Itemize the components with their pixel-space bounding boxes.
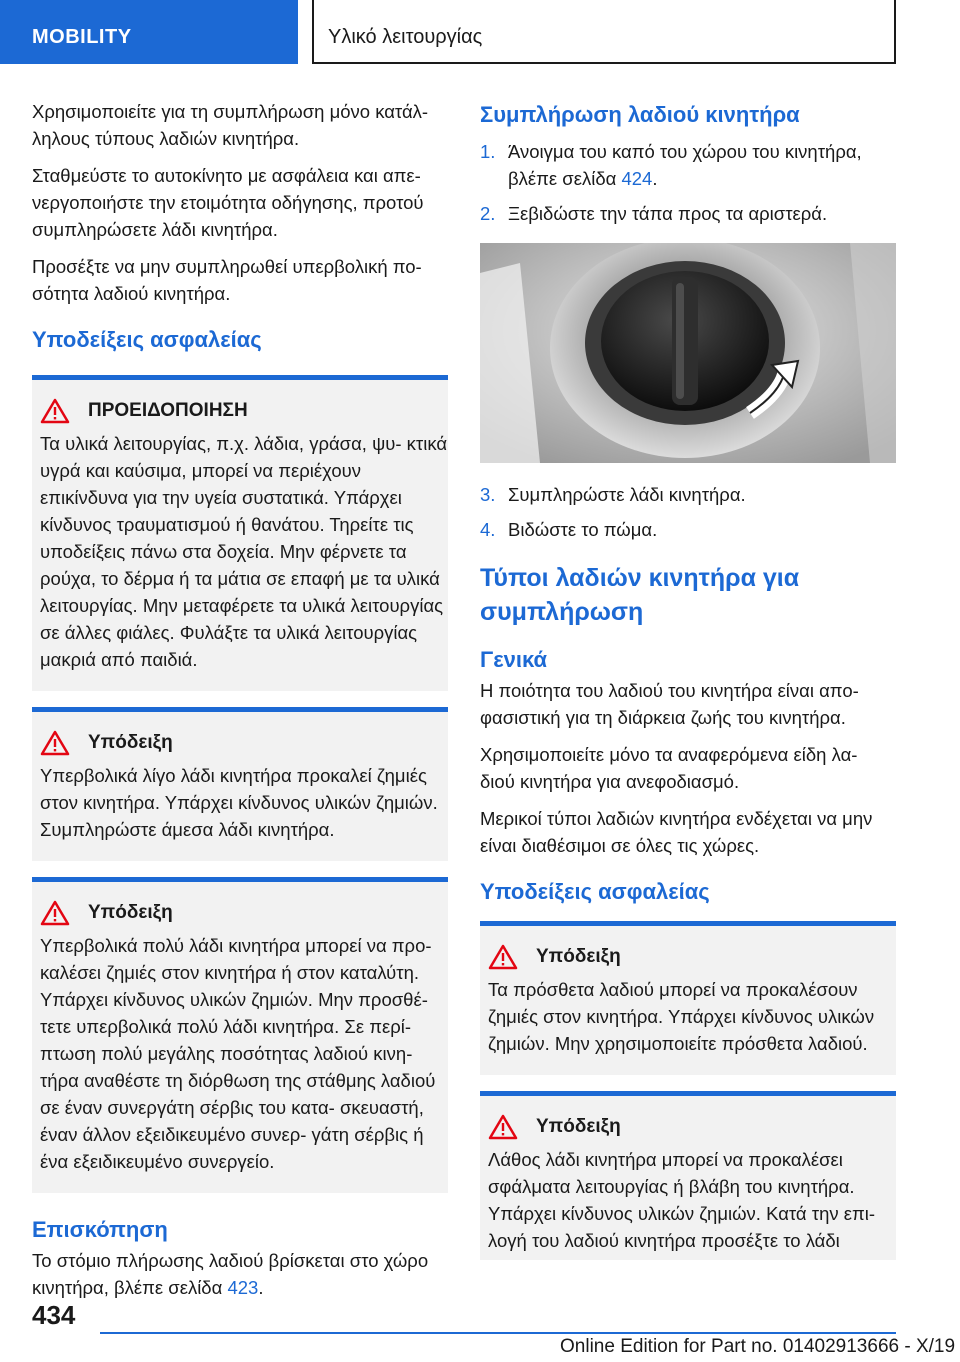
list-item: [480, 481, 896, 508]
notice-box: [480, 921, 896, 1075]
notice-title: Υπόδειξη: [536, 946, 621, 967]
overview-heading: Επισκόπηση: [32, 1217, 168, 1242]
overview-paragraph: [32, 1247, 448, 1301]
oil-types-heading: Τύποι λαδιών κινητήρα για συμπλήρωση: [480, 564, 800, 626]
general-heading: Γενικά: [480, 647, 548, 672]
left-column: [32, 98, 448, 1311]
step-text: Ξεβιδώστε την τάπα προς τα αριστερά.: [508, 203, 828, 224]
step-text: Βιδώστε το πώμα.: [508, 519, 658, 540]
warning-triangle-icon: [40, 900, 70, 926]
section-tab: MOBILITY: [0, 0, 298, 64]
oil-cap-photo: [480, 243, 896, 463]
page-number: 434: [32, 1300, 76, 1330]
overview-text: Το στόμιο πλήρωσης λαδιού βρίσκεται στο χώρο κινητήρα, βλέπε σελίδα: [32, 1250, 429, 1298]
edition-note: Online Edition for Part no. 01402913666 - X/19: [560, 1336, 956, 1357]
chapter-title: Υλικό λειτουργίας: [312, 0, 896, 64]
notice-text: Υπερβολικά πολύ λάδι κινητήρα μπορεί να προ- καλέσει ζημιές στον κινητήρα ή στον καταλύτη. Υπάρχει κίνδυνος υλικών ζημιών. Μην προσθέ- τετε υπερβολικά πολύ λάδι κινητήρα. Σε περί- πτωση πολύ μεγάλης ποσότητας λαδιού κινη- τήρα αναθέστε τη διόρθωση της στάθμης λαδιού σε έναν συνεργάτη σέρβις του κατα- σκευαστή, έναν άλλον εξειδικευμένο συνερ- γάτη σέρβις ή ένα εξειδικευμένο συνεργείο.: [40, 935, 436, 1172]
notice-text: Τα πρόσθετα λαδιού μπορεί να προκαλέσουν ζημιές στον κινητήρα. Υπάρχει κίνδυνος υλικών ζημιών. Μην χρησιμοποιείτε πρόσθετα λαδιού.: [488, 979, 875, 1054]
step-number: 2.: [480, 203, 496, 224]
page-link-423[interactable]: 423: [227, 1277, 259, 1298]
notice-box: [480, 1091, 896, 1260]
safety-heading: Υποδείξεις ασφαλείας: [480, 879, 710, 904]
notice-text: Υπερβολικά λίγο λάδι κινητήρα προκαλεί ζημιές στον κινητήρα. Υπάρχει κίνδυνος υλικών ζημιών. Συμπληρώστε άμεσα λάδι κινητήρα.: [40, 765, 438, 840]
right-column: [480, 98, 896, 1274]
general-paragraph: Η ποιότητα του λαδιού του κινητήρα είναι απο- φασιστική για τη διάρκεια ζωής του κινητήρα.: [480, 680, 859, 728]
fill-oil-heading: Συμπλήρωση λαδιού κινητήρα: [480, 102, 800, 127]
safety-heading: Υποδείξεις ασφαλείας: [32, 327, 262, 352]
notice-box: [32, 877, 448, 1193]
notice-title: Υπόδειξη: [536, 1116, 621, 1137]
overview-end: .: [258, 1277, 264, 1298]
notice-title: Υπόδειξη: [88, 902, 173, 923]
warning-triangle-icon: [488, 1114, 518, 1140]
steps-list: [480, 481, 896, 543]
notice-box: [32, 707, 448, 861]
list-item: [480, 200, 896, 227]
warning-triangle-icon: [40, 398, 70, 424]
warning-box: [32, 375, 448, 691]
intro-paragraph: Χρησιμοποιείτε για τη συμπλήρωση μόνο κατάλ- ληλους τύπους λαδιών κινητήρα.: [32, 101, 429, 149]
page-header: [0, 0, 960, 66]
general-paragraph: Χρησιμοποιείτε μόνο τα αναφερόμενα είδη λα- διού κινητήρα για ανεφοδιασμό.: [480, 744, 858, 792]
steps-list: [480, 138, 896, 227]
warning-triangle-icon: [40, 730, 70, 756]
step-number: 1.: [480, 141, 496, 162]
warning-text: Τα υλικά λειτουργίας, π.χ. λάδια, γράσα, ψυ- κτικά υγρά και καύσιμα, μπορεί να περιέχουν επικίνδυνα για την υγεία συστατικά. Υπάρχει κίνδυνος τραυματισμού ή θανάτου. Τηρείτε τις υποδείξεις πάνω στα δοχεία. Μην φέρνετε τα ρούχα, το δέρμα ή τα μάτια σε επαφή με τα υλικά λειτουργίας. Μην μεταφέρετε τα υλικά λειτουργίας σε άλλες φιάλες. Φυλάξτε τα υλικά λειτουργίας μακριά από παιδιά.: [40, 433, 448, 670]
notice-text: Λάθος λάδι κινητήρα μπορεί να προκαλέσει σφάλματα λειτουργίας ή βλάβη του κινητήρα. Υπάρχει κίνδυνος υλικών ζημιών. Κατά την επι- λογή του λαδιού κινητήρα προσέξτε το λάδι: [488, 1149, 876, 1251]
step-text: Συμπληρώστε λάδι κινητήρα.: [508, 484, 746, 505]
step-end: .: [652, 168, 658, 189]
step-number: 4.: [480, 519, 496, 540]
step-text: Άνοιγμα του καπό του χώρου του κινητήρα, βλέπε σελίδα: [508, 141, 862, 189]
list-item: [480, 516, 896, 543]
warning-title: ΠΡΟΕΙΔΟΠΟΙΗΣΗ: [88, 400, 248, 421]
intro-paragraph: Σταθμεύστε το αυτοκίνητο με ασφάλεια και απε- νεργοποιήστε την ετοιμότητα οδήγησης, προτού συμπληρώσετε λάδι κινητήρα.: [32, 165, 424, 240]
step-number: 3.: [480, 484, 496, 505]
intro-paragraph: Προσέξτε να μην συμπληρωθεί υπερβολική πο- σότητα λαδιού κινητήρα.: [32, 256, 422, 304]
footer-divider: [100, 1332, 896, 1334]
general-paragraph: Μερικοί τύποι λαδιών κινητήρα ενδέχεται να μην είναι διαθέσιμοι σε όλες τις χώρες.: [480, 808, 873, 856]
list-item: [480, 138, 896, 192]
warning-triangle-icon: [488, 944, 518, 970]
page-link-424[interactable]: 424: [621, 168, 653, 189]
notice-title: Υπόδειξη: [88, 732, 173, 753]
